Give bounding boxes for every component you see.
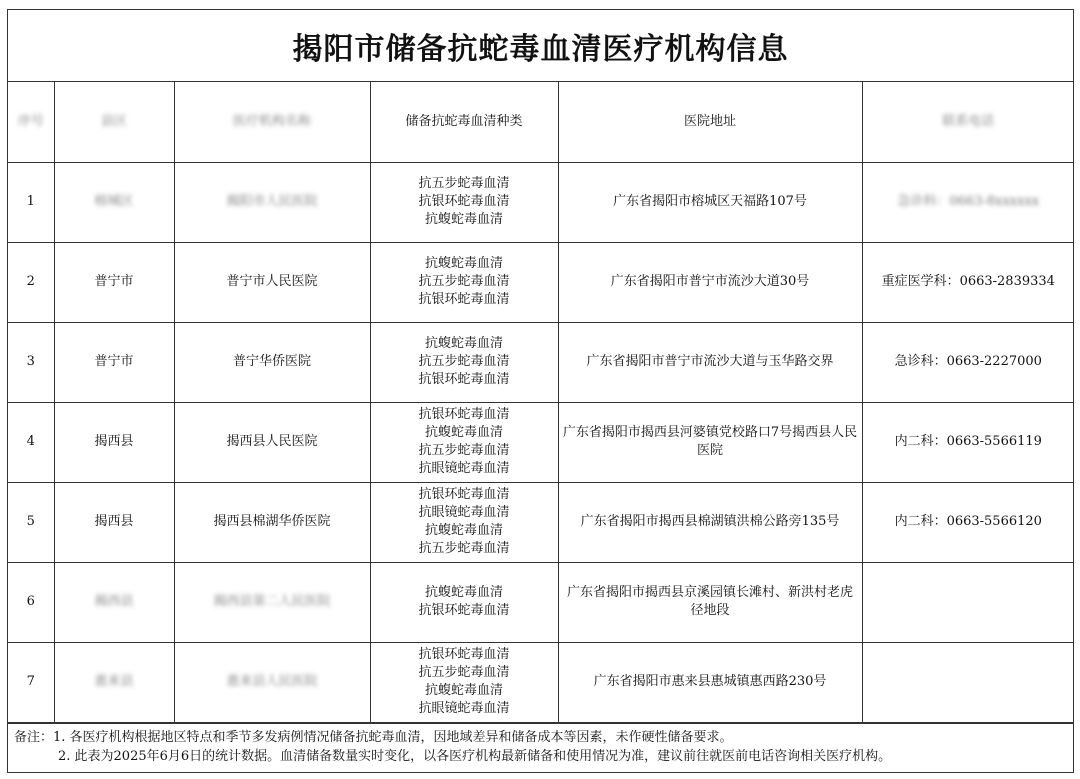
table-row xyxy=(8,242,1074,322)
cell-hospital: 普宁华侨医院 xyxy=(174,322,370,402)
serum-type-item: 抗银环蛇毒血清 xyxy=(418,194,510,209)
cell-region: 普宁市 xyxy=(54,322,174,402)
cell-serum-types xyxy=(370,482,558,562)
hospital-table xyxy=(8,82,1074,723)
cell-address: 广东省揭阳市揭西县京溪园镇长滩村、新洪村老虎径地段 xyxy=(558,562,862,642)
table-row xyxy=(8,322,1074,402)
cell-address: 广东省揭阳市惠来县惠城镇惠西路230号 xyxy=(558,642,862,722)
cell-address: 广东省揭阳市普宁市流沙大道与玉华路交界 xyxy=(558,322,862,402)
serum-type-item: 抗眼镜蛇毒血清 xyxy=(418,701,510,716)
cell-region: 揭西县 xyxy=(54,482,174,562)
cell-number: 7 xyxy=(8,642,54,722)
cell-serum-types xyxy=(370,642,558,722)
cell-number: 1 xyxy=(8,162,54,242)
cell-hospital: 揭西县棉湖华侨医院 xyxy=(174,482,370,562)
cell-region: 惠来县 xyxy=(54,642,174,722)
cell-hospital: 揭阳市人民医院 xyxy=(174,162,370,242)
serum-type-item: 抗五步蛇毒血清 xyxy=(418,176,510,191)
serum-type-item: 抗银环蛇毒血清 xyxy=(418,292,510,307)
header-number: 序号 xyxy=(8,82,54,162)
serum-type-item: 抗银环蛇毒血清 xyxy=(418,603,510,618)
header-address: 医院地址 xyxy=(558,82,862,162)
cell-phone xyxy=(862,642,1074,722)
page-title: 揭阳市储备抗蛇毒血清医疗机构信息 xyxy=(8,10,1073,82)
cell-phone: 重症医学科：0663-2839334 xyxy=(862,242,1074,322)
cell-region: 普宁市 xyxy=(54,242,174,322)
serum-type-item: 抗银环蛇毒血清 xyxy=(418,372,510,387)
cell-phone: 急诊科：0663-8xxxxxx xyxy=(862,162,1074,242)
cell-phone: 内二科：0663-5566120 xyxy=(862,482,1074,562)
cell-serum-types xyxy=(370,562,558,642)
serum-type-item: 抗银环蛇毒血清 xyxy=(418,487,510,502)
cell-serum-types xyxy=(370,242,558,322)
cell-number: 4 xyxy=(8,402,54,482)
cell-region: 榕城区 xyxy=(54,162,174,242)
table-row xyxy=(8,402,1074,482)
cell-serum-types xyxy=(370,162,558,242)
serum-type-item: 抗五步蛇毒血清 xyxy=(418,541,510,556)
cell-address: 广东省揭阳市揭西县棉湖镇洪棉公路旁135号 xyxy=(558,482,862,562)
serum-type-item: 抗五步蛇毒血清 xyxy=(418,665,510,680)
header-hospital: 医疗机构名称 xyxy=(174,82,370,162)
cell-region: 揭西县 xyxy=(54,562,174,642)
serum-type-item: 抗五步蛇毒血清 xyxy=(418,274,510,289)
serum-type-item: 抗蝮蛇毒血清 xyxy=(424,256,503,271)
cell-hospital: 揭西县人民医院 xyxy=(174,402,370,482)
table-row xyxy=(8,562,1074,642)
serum-type-item: 抗蝮蛇毒血清 xyxy=(424,212,503,227)
serum-type-item: 抗蝮蛇毒血清 xyxy=(424,336,503,351)
note-2: 2. 此表为2025年6月6日的统计数据。血清储备数量实时变化，以各医疗机构最新储备和使用情况为准，建议前往就医前电话咨询相关医疗机构。 xyxy=(58,749,892,764)
table-row xyxy=(8,642,1074,722)
cell-hospital: 揭西县第二人民医院 xyxy=(174,562,370,642)
table-row xyxy=(8,482,1074,562)
header-region: 县区 xyxy=(54,82,174,162)
cell-region: 揭西县 xyxy=(54,402,174,482)
cell-phone xyxy=(862,562,1074,642)
cell-hospital: 惠来县人民医院 xyxy=(174,642,370,722)
note-1: 备注：1. 各医疗机构根据地区特点和季节多发病例情况储备抗蛇毒血清，因地域差异和储备成本等因素，未作硬性储备要求。 xyxy=(14,730,733,745)
cell-number: 6 xyxy=(8,562,54,642)
serum-type-item: 抗眼镜蛇毒血清 xyxy=(418,461,510,476)
serum-type-item: 抗蝮蛇毒血清 xyxy=(424,523,503,538)
cell-address: 广东省揭阳市榕城区天福路107号 xyxy=(558,162,862,242)
serum-type-item: 抗银环蛇毒血清 xyxy=(418,407,510,422)
cell-serum-types xyxy=(370,322,558,402)
serum-type-item: 抗蝮蛇毒血清 xyxy=(424,585,503,600)
serum-type-item: 抗蝮蛇毒血清 xyxy=(424,425,503,440)
cell-number: 3 xyxy=(8,322,54,402)
cell-serum-types xyxy=(370,402,558,482)
serum-type-item: 抗蝮蛇毒血清 xyxy=(424,683,503,698)
serum-type-item: 抗五步蛇毒血清 xyxy=(418,354,510,369)
serum-type-item: 抗眼镜蛇毒血清 xyxy=(418,505,510,520)
table-body xyxy=(8,162,1074,722)
cell-phone: 内二科：0663-5566119 xyxy=(862,402,1074,482)
cell-hospital: 普宁市人民医院 xyxy=(174,242,370,322)
table-header-row xyxy=(8,82,1074,162)
cell-address: 广东省揭阳市揭西县河婆镇党校路口7号揭西县人民医院 xyxy=(558,402,862,482)
document-sheet xyxy=(7,9,1074,773)
table-row xyxy=(8,162,1074,242)
serum-type-item: 抗银环蛇毒血清 xyxy=(418,647,510,662)
header-phone: 联系电话 xyxy=(862,82,1074,162)
cell-number: 2 xyxy=(8,242,54,322)
serum-type-item: 抗五步蛇毒血清 xyxy=(418,443,510,458)
cell-address: 广东省揭阳市普宁市流沙大道30号 xyxy=(558,242,862,322)
cell-phone: 急诊科：0663-2227000 xyxy=(862,322,1074,402)
cell-number: 5 xyxy=(8,482,54,562)
footnotes xyxy=(8,723,1073,766)
header-serum-type: 储备抗蛇毒血清种类 xyxy=(370,82,558,162)
